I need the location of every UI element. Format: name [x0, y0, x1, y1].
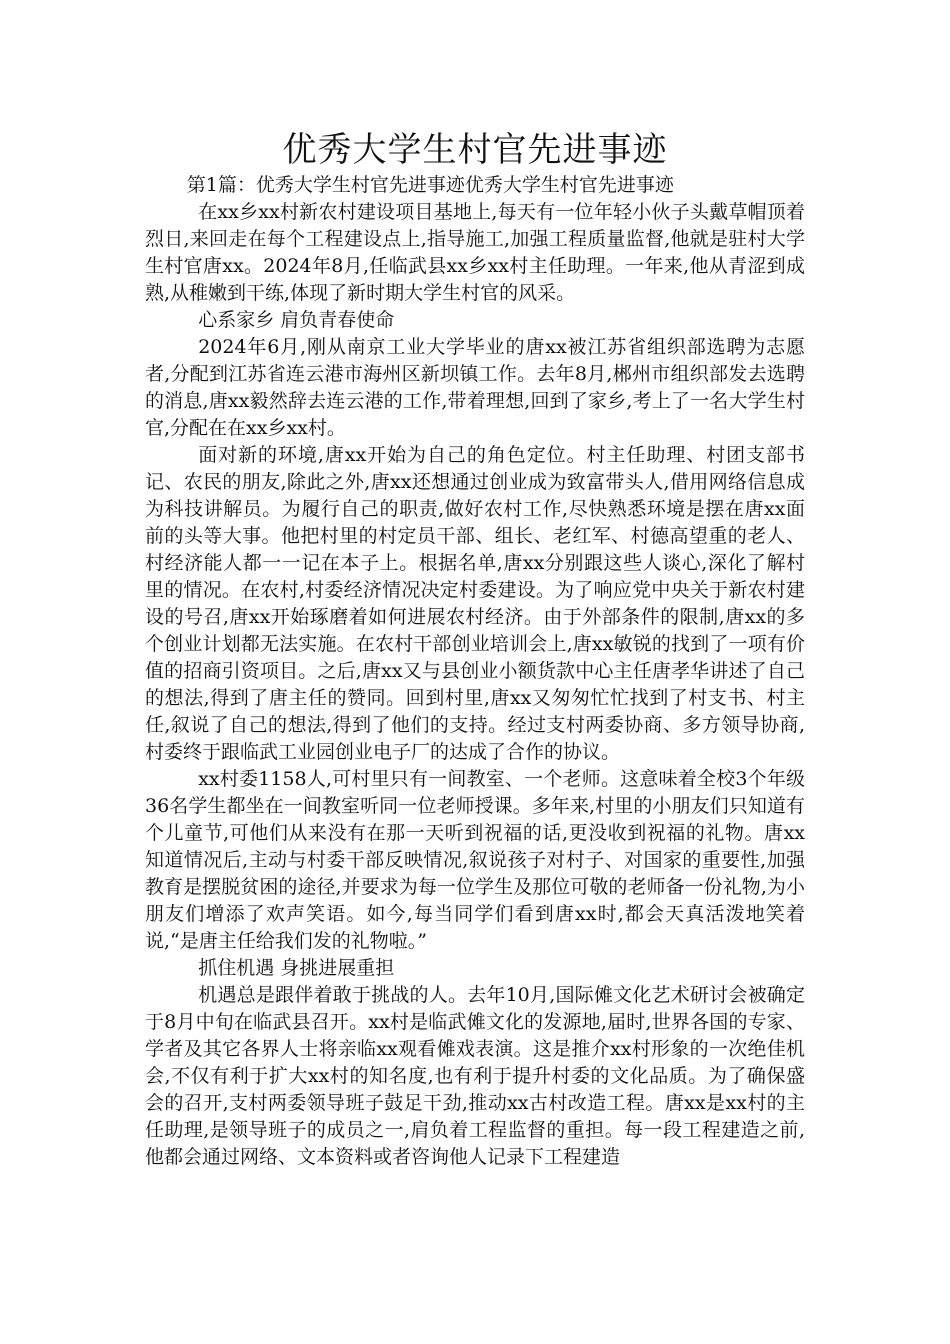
paragraph: xx村委1158人,可村里只有一间教室、一个老师。这意味着全校3个年级36名学生都坐在一间教室听同一位老师授课。多年来,村里的小朋友们只知道有个儿童节,可他们从来没有在那一天听到祝福的话,更没收到祝福的礼物。唐xx知道情况后,主动与村委干部反映情况,叙说孩子对村子、对国家的重要性,加强教育是摆脱贫困的途径,并要求为每一位学生及那位可敬的老师备一份礼物,为小朋友们增添了欢声笑语。如今,每当同学们看到唐xx时,都会天真活泼地笑着说,“是唐主任给我们发的礼物啦。” — [145, 768, 805, 952]
section-heading: 抓住机遇 身挑进展重担 — [198, 957, 395, 979]
section-heading: 心系家乡 肩负青春使命 — [198, 309, 395, 331]
paragraph: 2024年6月,刚从南京工业大学毕业的唐xx被江苏省组织部选聘为志愿者,分配到江苏省连云港市海州区新坝镇工作。去年8月,郴州市组织部发去选聘的消息,唐xx毅然辞去连云港的工作,带着理想,回到了家乡,考上了一名大学生村官,分配在在xx乡xx村。 — [145, 336, 805, 439]
document-subtitle: 第1篇：优秀大学生村官先进事迹优秀大学生村官先进事迹 — [186, 174, 674, 196]
paragraph: 机遇总是跟伴着敢于挑战的人。去年10月,国际傩文化艺术研讨会被确定于8月中旬在临武县召开。xx村是临武傩文化的发源地,届时,世界各国的专家、学者及其它各界人士将亲临xx观看傩戏表演。这是推介xx村形象的一次绝佳机会,不仅有利于扩大xx村的知名度,也有利于提升村委的文化品质。为了确保盛会的召开,支村两委领导班子鼓足干劲,推动xx古村改造工程。唐xx是xx村的主任助理,是领导班子的成员之一,肩负着工程监督的重担。每一段工程建造之前,他都会通过网络、文本资料或者咨询他人记录下工程建造 — [145, 984, 805, 1168]
paragraph: 在xx乡xx村新农村建设项目基地上,每天有一位年轻小伙子头戴草帽顶着烈日,来回走在每个工程建设点上,指导施工,加强工程质量监督,他就是驻村大学生村官唐xx。2024年8月,任临武县xx乡xx村主任助理。一年来,他从青涩到成熟,从稚嫩到干练,体现了新时期大学生村官的风采。 — [145, 201, 805, 304]
paragraph: 面对新的环境,唐xx开始为自己的角色定位。村主任助理、村团支部书记、农民的朋友,除此之外,唐xx还想通过创业成为致富带头人,借用网络信息成为科技讲解员。为履行自己的职责,做好农村工作,尽快熟悉环境是摆在唐xx面前的头等大事。他把村里的村定员干部、组长、老红军、村德高望重的老人、村经济能人都一一记在本子上。根据名单,唐xx分别跟这些人谈心,深化了解村里的情况。在农村,村委经济情况决定村委建设。为了响应党中央关于新农村建设的号召,唐xx开始琢磨着如何进展农村经济。由于外部条件的限制,唐xx的多个创业计划都无法实施。在农村干部创业培训会上,唐xx敏锐的找到了一项有价值的招商引资项目。之后,唐xx又与县创业小额货款中心主任唐孝华讲述了自己的想法,得到了唐主任的赞同。回到村里,唐xx又匆匆忙忙找到了村支书、村主任,叙说了自己的想法,得到了他们的支持。经过支村两委协商、多方领导协商,村委终于跟临武工业园创业电子厂的达成了合作的协议。 — [145, 444, 805, 763]
document-title: 优秀大学生村官先进事迹 — [282, 130, 668, 170]
document-body — [145, 172, 805, 1171]
